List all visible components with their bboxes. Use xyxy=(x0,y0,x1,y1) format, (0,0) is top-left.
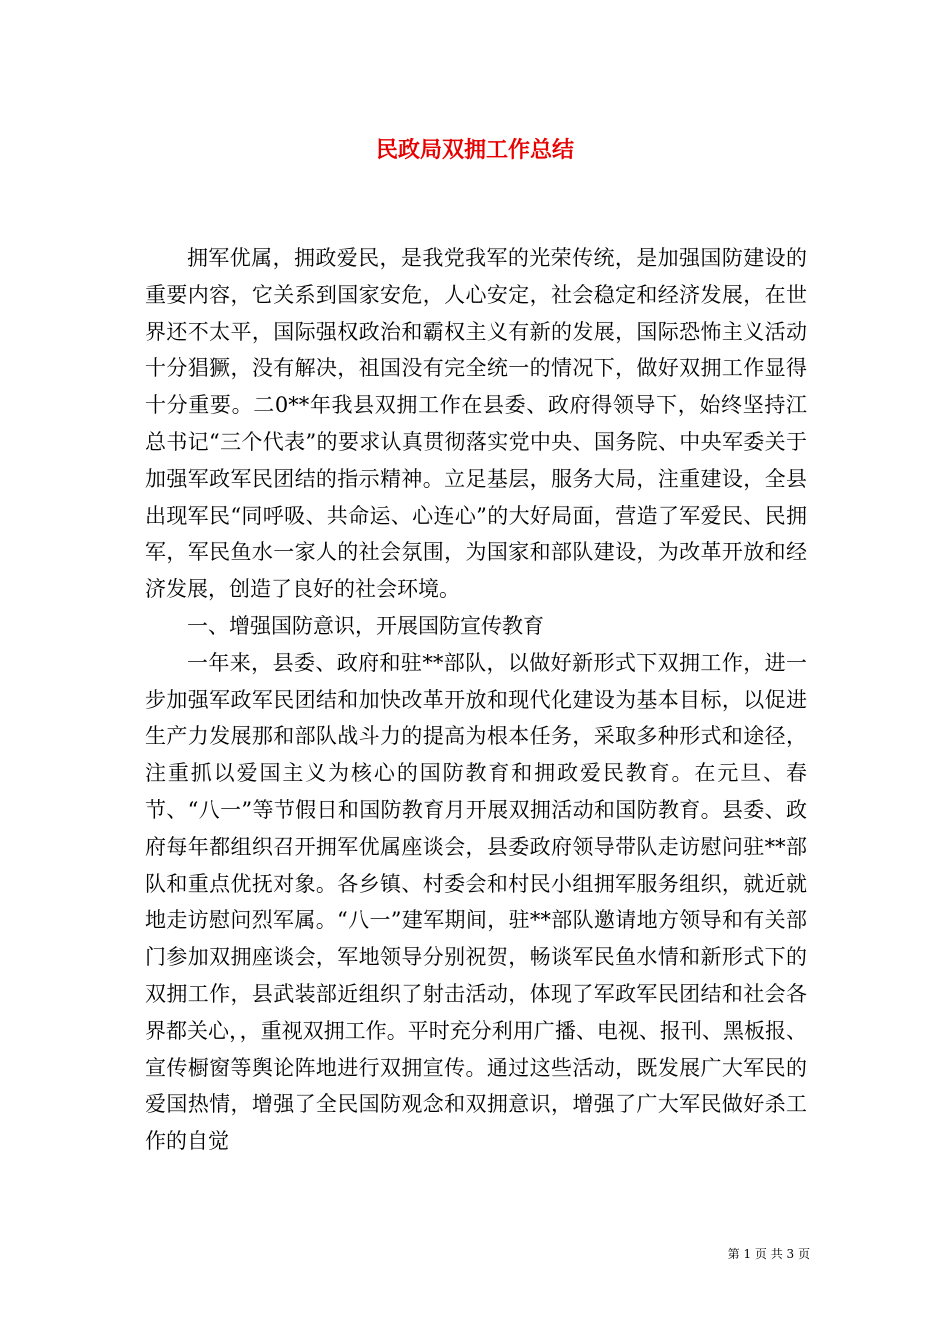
section-heading-1: 一、增强国防意识，开展国防宣传教育 xyxy=(187,613,544,638)
document-title: 民政局双拥工作总结 xyxy=(375,137,574,163)
section-1-paragraph: 一年来，县委、政府和驻**部队，以做好新形式下双拥工作，进一步加强军政军民团结和加快改革开放和现代化建设为基本目标，以促进生产力发展那和部队战斗力的提高为根本任务，采取多种形式和途径，注重抓以爱国主义为核心的国防教育和拥政爱民教育。在元旦、春节、“八一”等节假日和国防教育月开展双拥活动和国防教育。县委、政府每年都组织召开拥军优属座谈会，县委政府领导带队走访慰问驻**部队和重点优抚对象。各乡镇、村委会和村民小组拥军服务组织，就近就地走访慰问烈军属。“八一”建军期间，驻**部队邀请地方领导和有关部门参加双拥座谈会，军地领导分别祝贺，畅谈军民鱼水情和新形式下的双拥工作，县武装部近组织了射击活动，体现了军政军民团结和社会各界都关心，，重视双拥工作。平时充分利用广播、电视、报刊、黑板报、宣传橱窗等舆论阵地进行双拥宣传。通过这些活动，既发展广大军民的爱国热情，增强了全民国防观念和双拥意识，增强了广大军民做好杀工作的自觉 xyxy=(145,650,807,1154)
intro-paragraph: 拥军优属，拥政爱民，是我党我军的光荣传统，是加强国防建设的重要内容，它关系到国家安危，人心安定，社会稳定和经济发展，在世界还不太平，国际强权政治和霸权主义有新的发展，国际恐怖主义活动十分猖獗，没有解决，祖国没有完全统一的情况下，做好双拥工作显得十分重要。二0**年我县双拥工作在县委、政府得领导下，始终坚持江总书记“三个代表”的要求认真贯彻落实党中央、国务院、中央军委关于加强军政军民团结的指示精神。立足基层，服务大局，注重建设，全县出现军民“同呼吸、共命运、心连心”的大好局面，营造了军爱民、民拥军，军民鱼水一家人的社会氛围，为国家和部队建设，为改革开放和经济发展，创造了良好的社会环境。 xyxy=(145,246,807,602)
document-body xyxy=(145,240,807,1160)
page-number-indicator: 第 1 页 共 3 页 xyxy=(727,1247,810,1261)
